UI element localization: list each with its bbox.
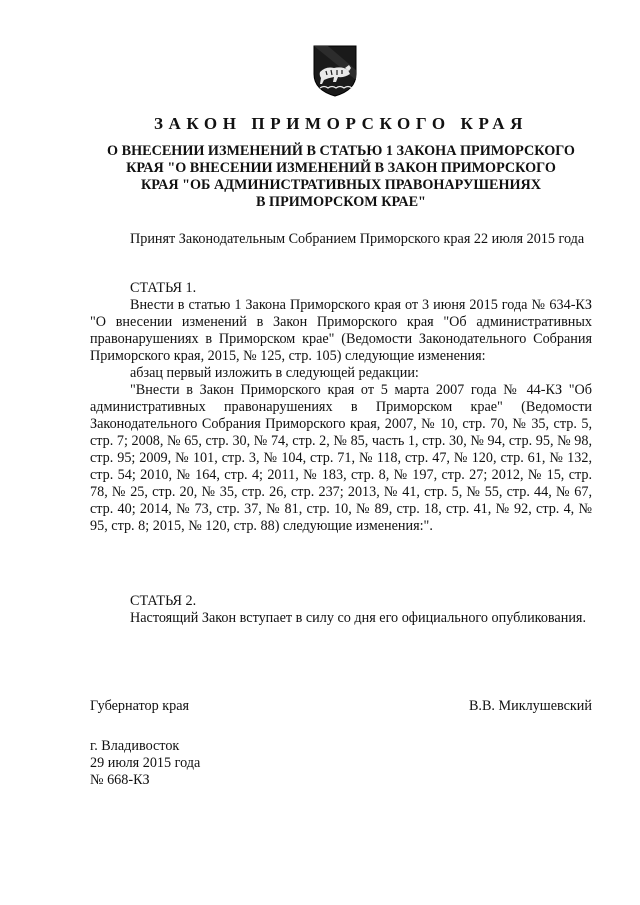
article-2-paragraph: Настоящий Закон вступает в силу со дня его официального опубликования. <box>130 610 586 626</box>
city: г. Владивосток <box>90 738 180 754</box>
article-1-body <box>90 297 592 535</box>
adoption-text: Принят Законодательным Собранием Приморского края 22 июля 2015 года <box>130 231 585 247</box>
article-1-paragraph: "Внести в Закон Приморского края от 5 марта 2007 года № 44-КЗ "Об административных правонарушениях в Приморском крае" (Ведомости Законодательного Собрания Приморского края, 2007, № 10, стр. 70, № 35, стр. 5, стр. 7; 2008, № 65, стр. 30, № 74, стр. 2, № 85, часть 1, стр. 30, № 94, стр. 95, № 98, стр. 95; 2009, № 101, стр. 3, № 104, стр. 71, № 118, стр. 47, № 120, стр. 61, № 132, стр. 54; 2010, № 164, стр. 4; 2011, № 183, стр. 8, № 197, стр. 27; 2012, № 15, стр. 78, № 25, стр. 20, № 35, стр. 26, стр. 237; 2013, № 41, стр. 5, № 55, стр. 44, № 67, стр. 40; 2014, № 73, стр. 37, № 81, стр. 10, № 89, стр. 18, стр. 41, № 92, стр. 4, № 95, стр. 8; 2015, № 120, стр. 88) следующие изменения:". <box>90 382 592 534</box>
article-1-paragraph: абзац первый изложить в следующей редакции: <box>130 365 419 381</box>
subject-line: КРАЯ "ОБ АДМИНИСТРАТИВНЫХ ПРАВОНАРУШЕНИЯХ <box>140 177 542 193</box>
article-1-paragraph: Внести в статью 1 Закона Приморского края от 3 июня 2015 года № 634-КЗ "О внесении изменений в Закон Приморского края "Об административных правонарушениях в Приморском крае" (Ведомости Законодательного Собрания Приморского края, 2015, № 125, стр. 105) следующие изменения: <box>90 297 592 364</box>
signature-name: В.В. Миклушевский <box>468 698 592 714</box>
subject-line: В ПРИМОРСКОМ КРАЕ" <box>256 194 426 210</box>
law-title: ЗАКОН ПРИМОРСКОГО КРАЯ <box>153 114 529 133</box>
adoption-block <box>90 231 592 248</box>
subject-line: КРАЯ "О ВНЕСЕНИИ ИЗМЕНЕНИЙ В ЗАКОН ПРИМОРСКОГО <box>126 160 556 176</box>
article-2-heading: СТАТЬЯ 2. <box>130 593 197 609</box>
place-date-block <box>90 738 200 789</box>
signing-date: 29 июля 2015 года <box>90 755 201 771</box>
law-number: № 668-КЗ <box>90 772 150 788</box>
primorsky-krai-emblem-icon <box>312 44 358 98</box>
subject-line: О ВНЕСЕНИИ ИЗМЕНЕНИЙ В СТАТЬЮ 1 ЗАКОНА ПРИМОРСКОГО <box>107 143 575 159</box>
article-1-heading: СТАТЬЯ 1. <box>130 280 197 296</box>
law-subject <box>90 143 592 211</box>
signature-position: Губернатор края <box>90 698 190 714</box>
article-2-body <box>90 610 592 627</box>
